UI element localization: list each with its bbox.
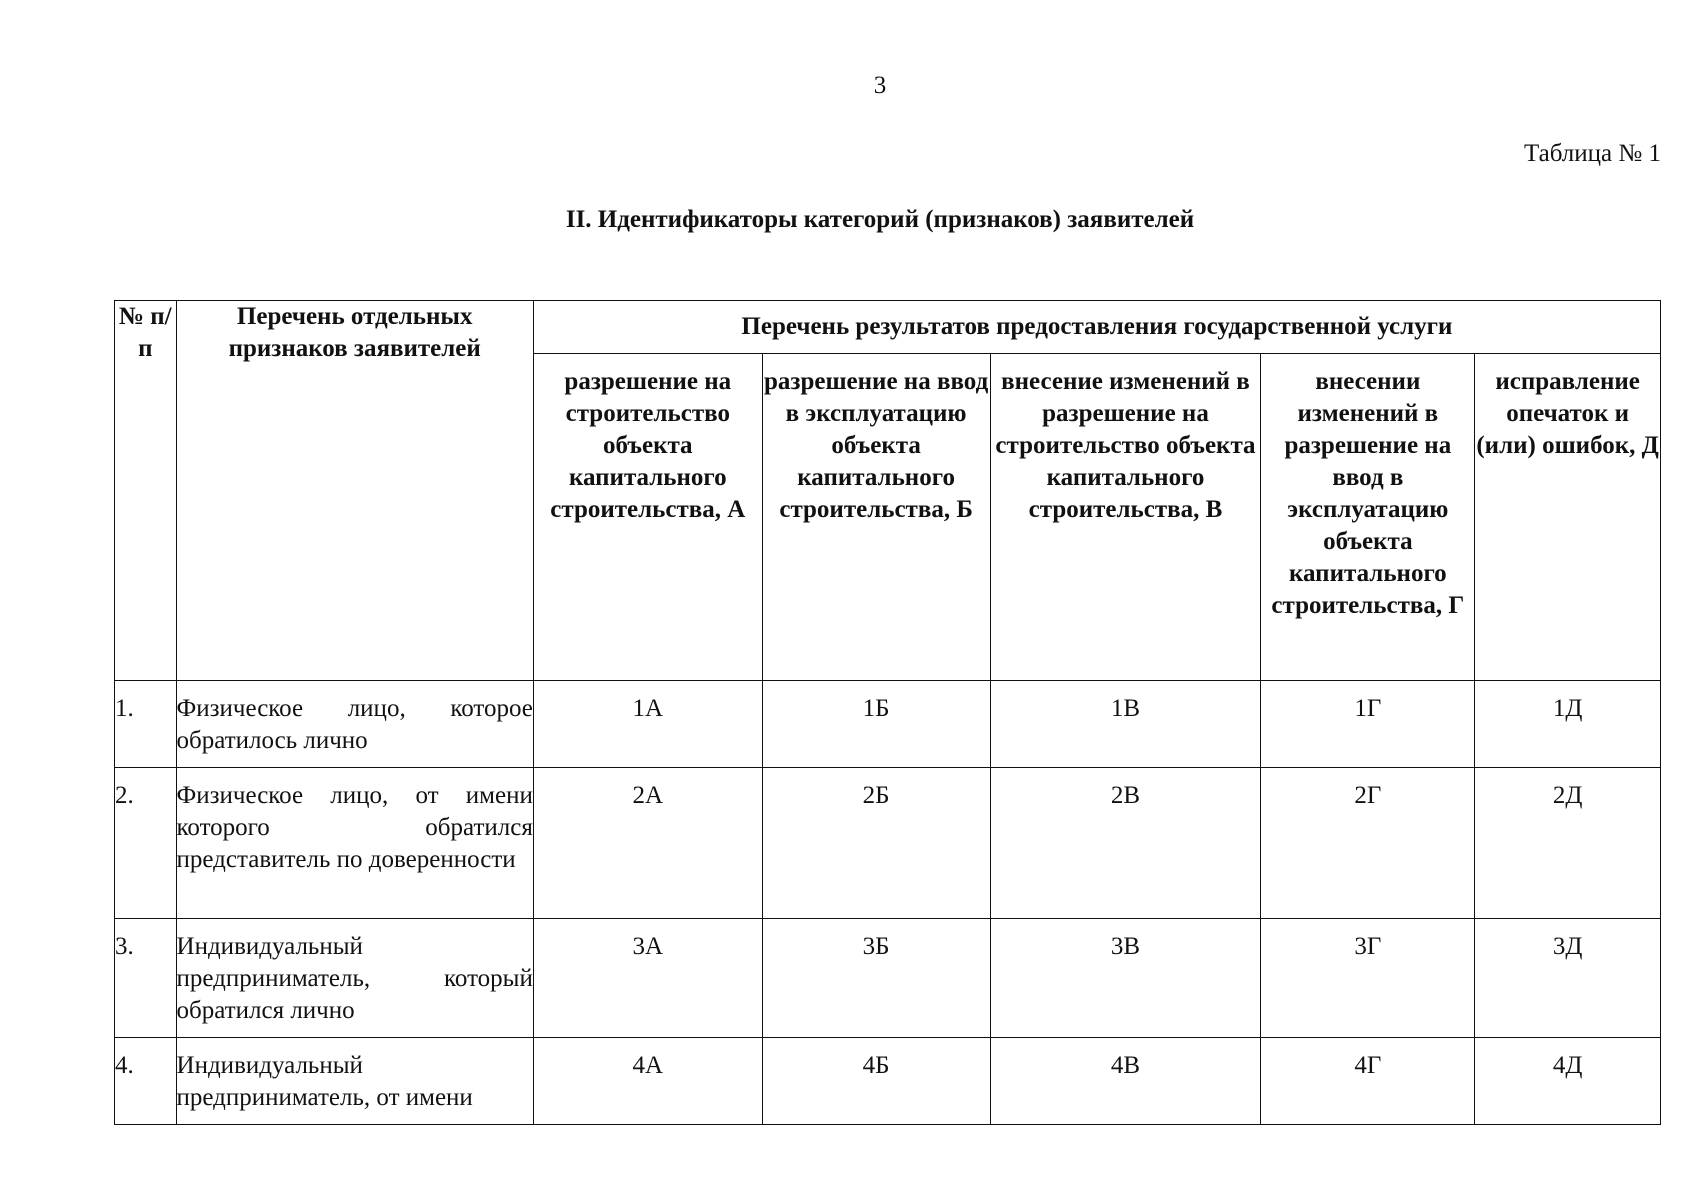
table-row (115, 919, 1661, 1038)
code-cell: 4А (533, 1038, 762, 1125)
code-cell: 3А (533, 919, 762, 1038)
code-cell: 3Г (1261, 919, 1475, 1038)
code-cell: 4В (990, 1038, 1261, 1125)
code-cell: 1Д (1475, 681, 1661, 768)
code-cell: 3В (990, 919, 1261, 1038)
header-result-b: разрешение на ввод в эксплуатацию объекта капитального строительства, Б (762, 354, 990, 681)
code-cell: 3Б (762, 919, 990, 1038)
page-number: 3 (873, 72, 887, 99)
row-description: Физическое лицо, которое обратилось лично (176, 681, 533, 768)
table-row (115, 768, 1661, 919)
row-number: 4. (115, 1038, 177, 1125)
row-number: 1. (115, 681, 177, 768)
header-number: № п/п (115, 301, 177, 681)
code-cell: 2А (533, 768, 762, 919)
row-number: 2. (115, 768, 177, 919)
code-cell: 2Г (1261, 768, 1475, 919)
header-result-d: исправление опечаток и (или) ошибок, Д (1475, 354, 1661, 681)
code-cell: 4Д (1475, 1038, 1661, 1125)
header-result-v: внесение изменений в разрешение на строительство объекта капитального строительства, В (990, 354, 1261, 681)
header-result-g: внесении изменений в разрешение на ввод в эксплуатацию объекта капитального строительства, Г (1261, 354, 1475, 681)
header-applicant-attributes: Перечень отдельных признаков заявителей (176, 301, 533, 681)
table-row (115, 681, 1661, 768)
section-heading: II. Идентификаторы категорий (признаков) заявителей (565, 206, 1195, 233)
row-description: Индивидуальный предприниматель, который обратился лично (176, 919, 533, 1038)
code-cell: 3Д (1475, 919, 1661, 1038)
row-description: Индивидуальный предприниматель, от имени (176, 1038, 533, 1125)
code-cell: 4Г (1261, 1038, 1475, 1125)
code-cell: 1А (533, 681, 762, 768)
applicant-categories-table (114, 300, 1661, 1125)
code-cell: 1Г (1261, 681, 1475, 768)
code-cell: 2Д (1475, 768, 1661, 919)
table-row (115, 1038, 1661, 1125)
code-cell: 1В (990, 681, 1261, 768)
code-cell: 2В (990, 768, 1261, 919)
code-cell: 2Б (762, 768, 990, 919)
header-results-group: Перечень результатов предоставления государственной услуги (533, 301, 1660, 354)
code-cell: 4Б (762, 1038, 990, 1125)
code-cell: 1Б (762, 681, 990, 768)
row-number: 3. (115, 919, 177, 1038)
table-label: Таблица № 1 (1523, 140, 1661, 167)
header-result-a: разрешение на строительство объекта капитального строительства, А (533, 354, 762, 681)
row-description: Физическое лицо, от имени которого обратился представитель по доверенности (176, 768, 533, 919)
